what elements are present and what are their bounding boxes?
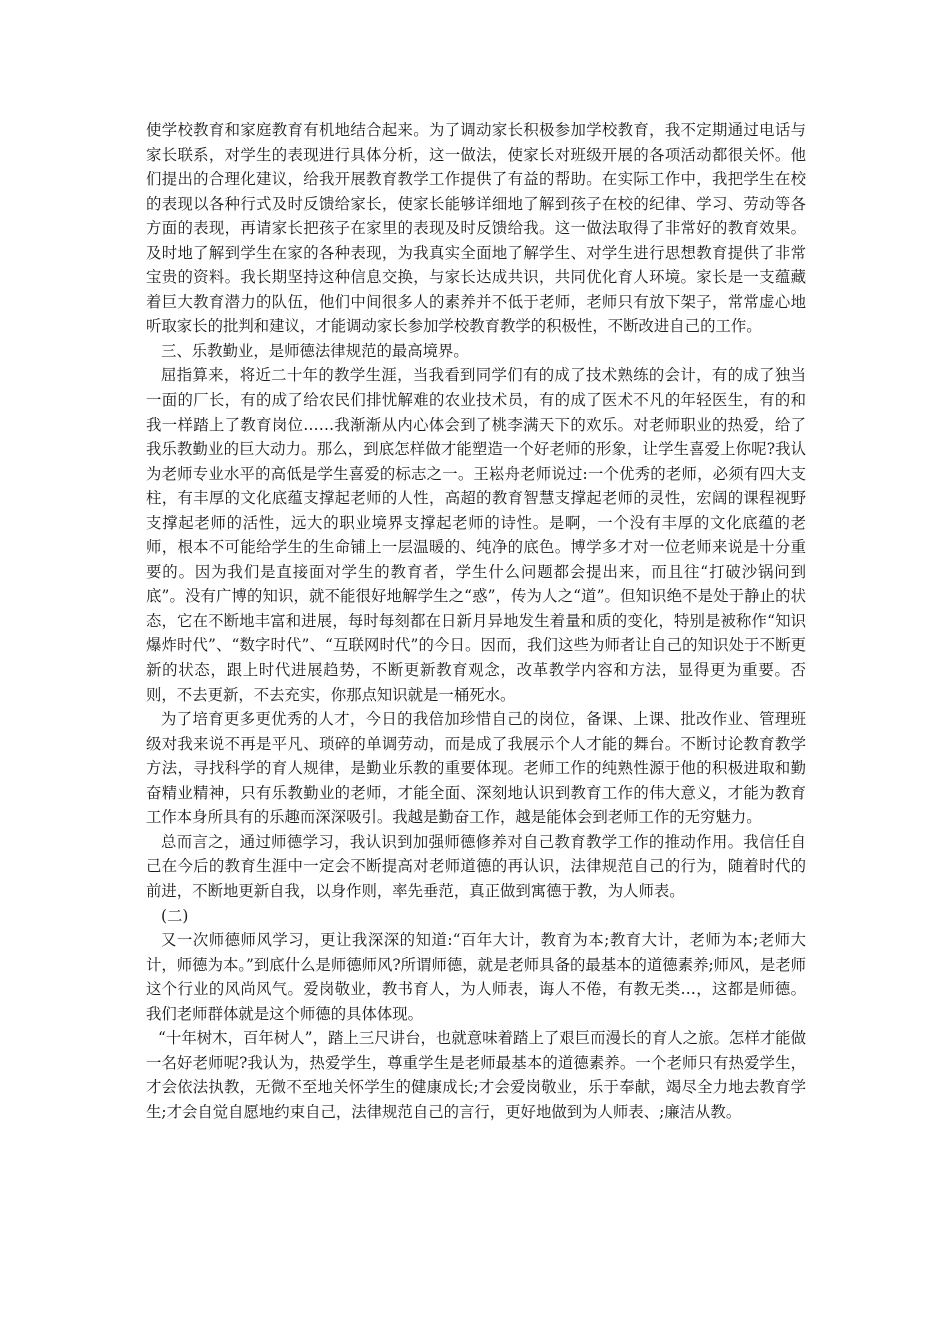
paragraph-home-school: 使学校教育和家庭教育有机地结合起来。为了调动家长积极参加学校教育，我不定期通过电话与家长联系，对学生的表现进行具体分析，这一做法，使家长对班级开展的各项活动都很关怀。他们提出的合理化建议，给我开展教育教学工作提供了有益的帮助。在实际工作中，我把学生在校的表现以各种行式及时反馈给家长，使家长能够详细地了解到孩子在校的纪律、学习、劳动等各方面的表现，再请家长把孩子在家里的表现及时反馈给我。这一做法取得了非常好的教育效果。及时地了解到学生在家的各种表现，为我真实全面地了解学生、对学生进行思想教育提供了非常宝贵的资料。我长期坚持这种信息交换，与家长达成共识，共同优化育人环境。家长是一支蕴藏着巨大教育潜力的队伍，他们中间很多人的素养并不低于老师，老师只有放下架子，常常虚心地听取家长的批判和建议，才能调动家长参加学校教育教学的积极性，不断改进自己的工作。 bbox=[146, 121, 806, 336]
section-heading-2: (二) bbox=[161, 906, 189, 925]
paragraph-talent: 为了培育更多更优秀的人才，今日的我倍加珍惜自己的岗位，备课、上课、批改作业、管理班级对我来说不再是平凡、琐碎的单调劳动，而是成了我展示个人才能的舞台。不断讨论教育教学方法，寻找科学的育人规律，是勤业乐教的重要体现。老师工作的纯熟性源于他的积极进取和勤奋精业精神，只有乐教勤业的老师，才能全面、深刻地认识到教育工作的伟大意义，才能为教育工作本身所具有的乐趣而深深吸引。我越是勤奋工作，越是能体会到老师工作的无穷魅力。 bbox=[146, 710, 806, 827]
paragraph-ethics: 又一次师德师风学习，更让我深深的知道:“百年大计，教育为本;教育大计，老师为本;老师大计，师德为本。”到底什么是师德师风?所谓师德，就是老师具备的最基本的道德素养;师风，是老师这个行业的风尚风气。爱岗敬业，教书育人，为人师表，诲人不倦，有教无类…，这都是师德。我们老师群体就是这个师德的具体体现。 bbox=[146, 931, 807, 1023]
document-page bbox=[146, 118, 806, 1124]
paragraph-conclusion: 总而言之，通过师德学习，我认识到加强师德修养对自己教育教学工作的推动作用。我信任自己在今后的教育生涯中一定会不断提高对老师道德的再认识，法律规范自己的行为，随着时代的前进，不断地更新自我，以身作则，率先垂范，真正做到寓德于教，为人师表。 bbox=[146, 832, 806, 900]
paragraph-love-students: “十年树木，百年树人”，踏上三尺讲台，也就意味着踏上了艰巨而漫长的育人之旅。怎样才能做一名好老师呢?我认为，热爱学生，尊重学生是老师最基本的道德素养。一个老师只有热爱学生，才会依法执教，无微不至地关怀学生的健康成长;才会爱岗敬业，乐于奉献，竭尽全力地去教育学生;才会自觉自愿地约束自己，法律规范自己的言行，更好地做到为人师表、;廉洁从教。 bbox=[146, 1029, 806, 1121]
section-heading-3: 三、乐教勤业，是师德法律规范的最高境界。 bbox=[161, 341, 469, 360]
paragraph-career: 屈指算来，将近二十年的教学生涯，当我看到同学们有的成了技术熟练的会计，有的成了独当一面的厂长，有的成了给农民们排忧解难的农业技术员，有的成了医术不凡的年轻医生，有的和我一样踏上了教育岗位……我渐渐从内心体会到了桃李满天下的欢乐。对老师职业的热爱，给了我乐教勤业的巨大动力。那么，到底怎样做才能塑造一个好老师的形象，让学生喜爱上你呢?我认为老师专业水平的高低是学生喜爱的标志之一。王崧舟老师说过:一个优秀的老师，必须有四大支柱，有丰厚的文化底蕴支撑起老师的人性，高超的教育智慧支撑起老师的灵性，宏阔的课程视野支撑起老师的活性，远大的职业境界支撑起老师的诗性。是啊，一个没有丰厚的文化底蕴的老师，根本不可能给学生的生命铺上一层温暖的、纯净的底色。博学多才对一位老师来说是十分重要的。因为我们是直接面对学生的教育者，学生什么问题都会提出来，而且往“打破沙锅问到底”。没有广博的知识，就不能很好地解学生之“惑”，传为人之“道”。但知识绝不是处于静止的状态，它在不断地丰富和进展，每时每刻都在日新月异地发生着量和质的变化，特别是被称作“知识爆炸时代”、“数字时代”、“互联网时代”的今日。因而，我们这些为师者让自己的知识处于不断更新的状态，跟上时代进展趋势，不断更新教育观念，改革教学内容和方法，显得更为重要。否则，不去更新，不去充实，你那点知识就是一桶死水。 bbox=[146, 366, 806, 704]
